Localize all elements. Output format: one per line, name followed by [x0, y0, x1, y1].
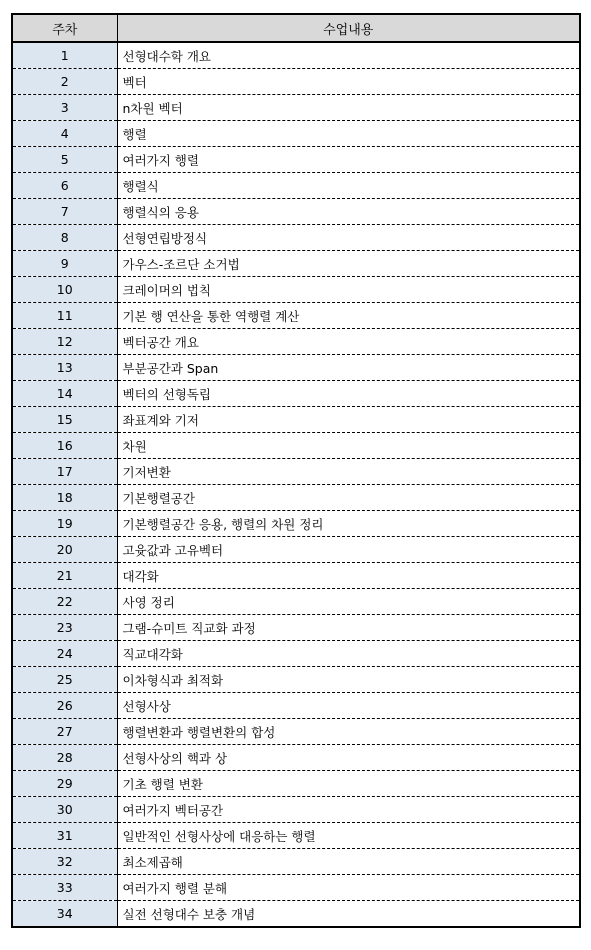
table-row [12, 693, 580, 719]
week-number-cell: 29 [12, 771, 117, 797]
table-row [12, 355, 580, 381]
lesson-content-cell: n차원 벡터 [117, 95, 580, 121]
content-column-header: 수업내용 [117, 14, 580, 42]
week-number-cell: 19 [12, 511, 117, 537]
week-number-cell: 11 [12, 303, 117, 329]
week-number-cell: 4 [12, 121, 117, 147]
week-number-cell: 17 [12, 459, 117, 485]
lesson-content-cell: 기초 행렬 변환 [117, 771, 580, 797]
table-header-row [12, 14, 580, 42]
lesson-content-cell: 차원 [117, 433, 580, 459]
lesson-content-cell: 여러가지 벡터공간 [117, 797, 580, 823]
week-number-cell: 1 [12, 42, 117, 69]
table-row [12, 69, 580, 95]
week-number-cell: 5 [12, 147, 117, 173]
table-row [12, 95, 580, 121]
table-row [12, 797, 580, 823]
table-row [12, 147, 580, 173]
week-number-cell: 34 [12, 901, 117, 928]
week-number-cell: 33 [12, 875, 117, 901]
week-number-cell: 13 [12, 355, 117, 381]
lesson-content-cell: 부분공간과 Span [117, 355, 580, 381]
week-number-cell: 15 [12, 407, 117, 433]
lesson-content-cell: 직교대각화 [117, 641, 580, 667]
lesson-content-cell: 행렬식의 응용 [117, 199, 580, 225]
lesson-content-cell: 행렬식 [117, 173, 580, 199]
week-number-cell: 28 [12, 745, 117, 771]
week-number-cell: 26 [12, 693, 117, 719]
table-row [12, 771, 580, 797]
lesson-content-cell: 여러가지 행렬 분해 [117, 875, 580, 901]
syllabus-table-container [11, 13, 579, 928]
lesson-content-cell: 이차형식과 최적화 [117, 667, 580, 693]
table-row [12, 745, 580, 771]
table-row [12, 537, 580, 563]
week-number-cell: 16 [12, 433, 117, 459]
week-number-cell: 23 [12, 615, 117, 641]
lesson-content-cell: 그램-슈미트 직교화 과정 [117, 615, 580, 641]
lesson-content-cell: 여러가지 행렬 [117, 147, 580, 173]
table-row [12, 563, 580, 589]
lesson-content-cell: 벡터의 선형독립 [117, 381, 580, 407]
lesson-content-cell: 기본행렬공간 응용, 행렬의 차원 정리 [117, 511, 580, 537]
table-row [12, 615, 580, 641]
week-column-header: 주차 [12, 14, 117, 42]
week-number-cell: 25 [12, 667, 117, 693]
lesson-content-cell: 선형연립방정식 [117, 225, 580, 251]
week-number-cell: 21 [12, 563, 117, 589]
lesson-content-cell: 실전 선형대수 보충 개념 [122, 906, 256, 922]
lesson-content-cell: 벡터 [117, 69, 580, 95]
table-row [12, 433, 580, 459]
week-number-cell: 18 [12, 485, 117, 511]
table-row [12, 303, 580, 329]
lesson-content-cell: 선형사상의 핵과 상 [117, 745, 580, 771]
table-row [12, 875, 580, 901]
lesson-content-cell: 행렬변환과 행렬변환의 합성 [117, 719, 580, 745]
table-row [12, 511, 580, 537]
lesson-content-cell: 기본행렬공간 [117, 485, 580, 511]
table-row [12, 485, 580, 511]
week-number-cell: 12 [12, 329, 117, 355]
lesson-content-cell: 고윳값과 고유벡터 [117, 537, 580, 563]
lesson-content-cell: 가우스-조르단 소거법 [117, 251, 580, 277]
week-number-cell: 10 [12, 277, 117, 303]
table-row [12, 199, 580, 225]
lesson-content-cell: 사영 정리 [117, 589, 580, 615]
lesson-content-cell: 기저변환 [117, 459, 580, 485]
week-number-cell: 30 [12, 797, 117, 823]
week-number-cell: 32 [12, 849, 117, 875]
table-row [12, 407, 580, 433]
lesson-content-cell: 대각화 [117, 563, 580, 589]
week-number-cell: 3 [12, 95, 117, 121]
table-row [12, 277, 580, 303]
table-body [12, 42, 580, 927]
week-number-cell: 22 [12, 589, 117, 615]
lesson-content-cell: 기본 행 연산을 통한 역행렬 계산 [117, 303, 580, 329]
table-row [12, 329, 580, 355]
week-number-cell: 9 [12, 251, 117, 277]
week-number-cell: 8 [12, 225, 117, 251]
lesson-content-cell: 좌표계와 기저 [117, 407, 580, 433]
table-row [12, 719, 580, 745]
week-number-cell: 6 [12, 173, 117, 199]
table-row [12, 589, 580, 615]
week-number-cell: 20 [12, 537, 117, 563]
week-number-cell: 2 [12, 69, 117, 95]
table-row [12, 173, 580, 199]
table-row [12, 225, 580, 251]
table-row [12, 849, 580, 875]
lesson-content-cell: 최소제곱해 [117, 849, 580, 875]
week-number-cell: 31 [12, 823, 117, 849]
table-row [12, 641, 580, 667]
table-row [12, 901, 580, 928]
lesson-content-cell: 선형대수학 개요 [117, 42, 580, 69]
week-number-cell: 14 [12, 381, 117, 407]
lesson-content-cell: 일반적인 선형사상에 대응하는 행렬 [117, 823, 580, 849]
lesson-content-cell: 크레이머의 법칙 [117, 277, 580, 303]
table-row [12, 667, 580, 693]
lesson-content-cell: 벡터공간 개요 [117, 329, 580, 355]
table-row [12, 459, 580, 485]
week-number-cell: 24 [12, 641, 117, 667]
lesson-content-cell: 선형사상 [117, 693, 580, 719]
week-number-cell: 27 [12, 719, 117, 745]
table-row [12, 251, 580, 277]
table-row [12, 381, 580, 407]
lesson-content-cell: 행렬 [117, 121, 580, 147]
syllabus-table [11, 13, 581, 928]
week-number-cell: 7 [12, 199, 117, 225]
table-row [12, 823, 580, 849]
table-row [12, 121, 580, 147]
table-row [12, 42, 580, 69]
